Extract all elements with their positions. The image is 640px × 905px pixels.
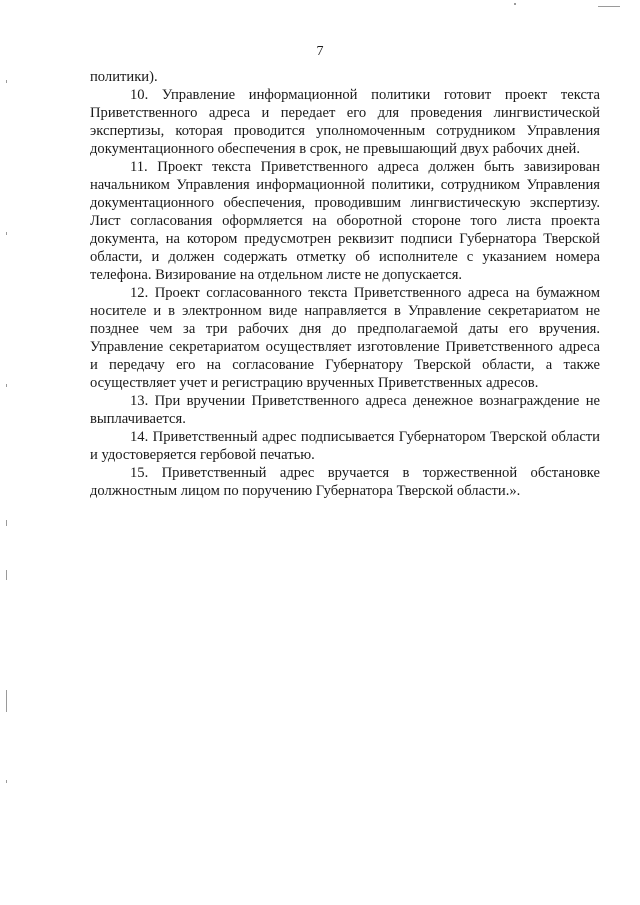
paragraph-item-15: 15. Приветственный адрес вручается в торжественной обстановке должностным лицом по поручению Губернатора Тверской области.». bbox=[90, 465, 600, 499]
document-body bbox=[90, 68, 600, 500]
scan-mark-top bbox=[514, 3, 516, 5]
paragraph-item-13: 13. При вручении Приветственного адреса денежное вознаграждение не выплачивается. bbox=[90, 393, 600, 427]
paragraph-item-10: 10. Управление информационной политики готовит проект текста Приветственного адреса и передает его для проведения лингвистической экспертизы, которая проводится уполномоченным сотрудником Управления документационного обеспечения в срок, не превышающий двух рабочих дней. bbox=[90, 87, 600, 157]
scan-mark-left-2 bbox=[6, 232, 7, 235]
scan-mark-left-5 bbox=[6, 570, 7, 580]
scan-mark-top-right bbox=[598, 6, 620, 7]
paragraph-item-12: 12. Проект согласованного текста Приветственного адреса на бумажном носителе и в электронном виде направляется в Управление секретариатом не позднее чем за три рабочих дня до предполагаемой даты его вручения. Управление секретариатом осуществляет изготовление Приветственного адреса и передачу его на согласование Губернатору Тверской области, а также осуществляет учет и регистрацию врученных Приветственных адресов. bbox=[90, 285, 600, 391]
paragraph-item-11: 11. Проект текста Приветственного адреса должен быть завизирован начальником Управления информационной политики, сотрудником Управления документационного обеспечения, проводившим лингвистическую экспертизу. Лист согласования оформляется на оборотной стороне того листа проекта документа, на котором предусмотрен реквизит подписи Губернатора Тверской области, и должен содержать отметку об исполнителе с указанием номера телефона. Визирование на отдельном листе не допускается. bbox=[90, 159, 600, 283]
scan-mark-left-3 bbox=[6, 384, 7, 387]
scan-mark-left-6 bbox=[6, 690, 7, 712]
scan-mark-left-1 bbox=[6, 80, 7, 83]
paragraph-item-14: 14. Приветственный адрес подписывается Губернатором Тверской области и удостоверяется гербовой печатью. bbox=[90, 429, 600, 463]
scan-mark-left-7 bbox=[6, 780, 7, 783]
scan-mark-left-4 bbox=[6, 520, 7, 526]
page-number: 7 bbox=[316, 44, 324, 59]
paragraph-continuation: политики). bbox=[90, 69, 158, 85]
